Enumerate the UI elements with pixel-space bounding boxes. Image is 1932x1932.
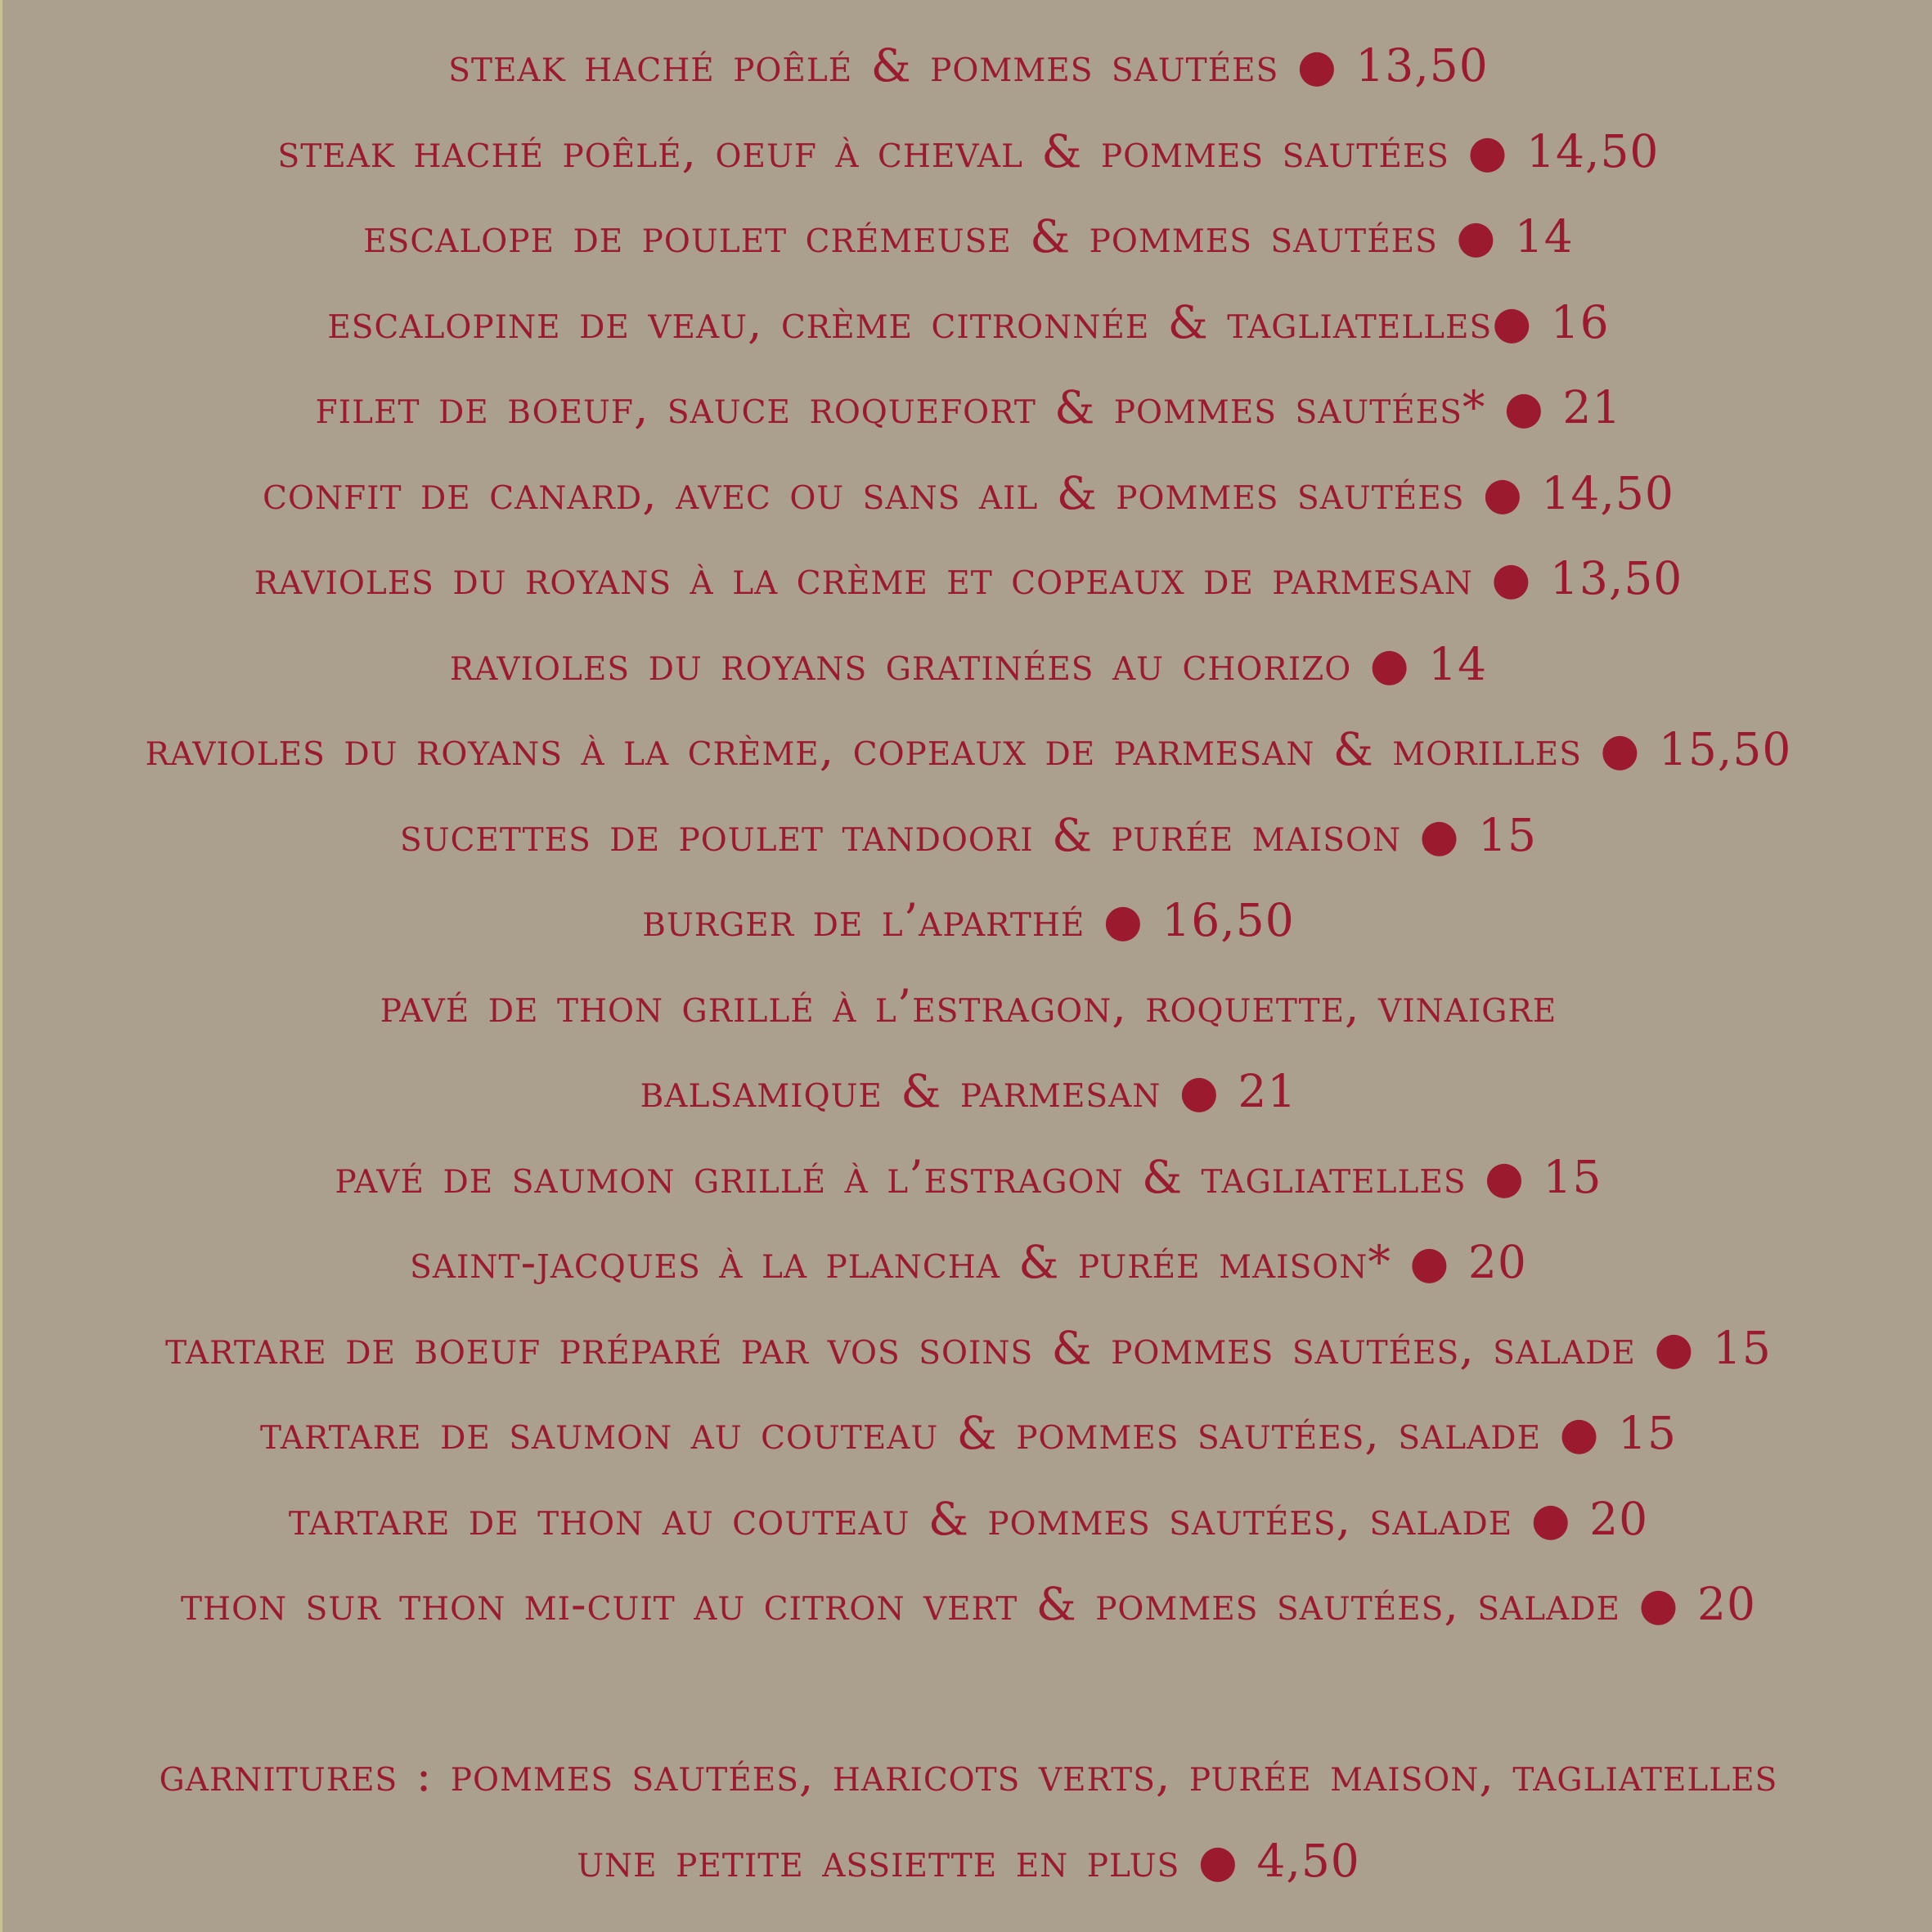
menu-item: saint-jacques à la plancha & purée maison* ● 20 — [410, 1236, 1527, 1288]
menu-item: ravioles du royans à la crème et copeaux de parmesan ● 13,50 — [254, 552, 1683, 604]
menu-item: ravioles du royans à la crème, copeaux de parmesan & morilles ● 15,50 — [145, 723, 1792, 775]
menu-item: ravioles du royans gratinées au chorizo ● 14 — [449, 637, 1488, 690]
menu-item: escalope de poulet crémeuse & pommes sautées ● 14 — [363, 210, 1574, 263]
menu-item: thon sur thon mi-cuit au citron vert & pommes sautées, salade ● 20 — [181, 1578, 1756, 1630]
menu-item: balsamique & parmesan ● 21 — [640, 1065, 1297, 1117]
menu-item: steak haché poêlé & pommes sautées ● 13,50 — [448, 39, 1489, 92]
garnitures-line: garnitures : pommes sautées, haricots verts, purée maison, tagliatelles — [159, 1749, 1778, 1801]
menu-item: tartare de boeuf préparé par vos soins & pommes sautées, salade ● 15 — [165, 1321, 1772, 1374]
menu-item: tartare de saumon au couteau & pommes sautées, salade ● 15 — [260, 1407, 1677, 1459]
menu-item: tartare de thon au couteau & pommes sautées, salade ● 20 — [288, 1492, 1649, 1545]
main-dishes-menu — [2, 23, 1932, 1903]
extra-plate-line: une petite assiette en plus ● 4,50 — [577, 1834, 1360, 1887]
menu-item: confit de canard, avec ou sans ail & pommes sautées ● 14,50 — [263, 466, 1674, 519]
menu-item: pavé de thon grillé à l’estragon, roquette, vinaigre — [380, 979, 1557, 1032]
menu-item: filet de boeuf, sauce roquefort & pommes sautées* ● 21 — [315, 381, 1622, 434]
menu-item: burger de l’aparthé ● 16,50 — [642, 894, 1295, 946]
menu-item: escalopine de veau, crème citronnée & tagliatelles● 16 — [327, 295, 1610, 348]
menu-item: sucettes de poulet tandoori & purée maison ● 15 — [399, 808, 1538, 861]
section-spacer — [2, 1647, 1932, 1733]
menu-item: steak haché poêlé, oeuf à cheval & pommes sautées ● 14,50 — [277, 124, 1660, 177]
menu-item: pavé de saumon grillé à l’estragon & tagliatelles ● 15 — [335, 1150, 1602, 1203]
